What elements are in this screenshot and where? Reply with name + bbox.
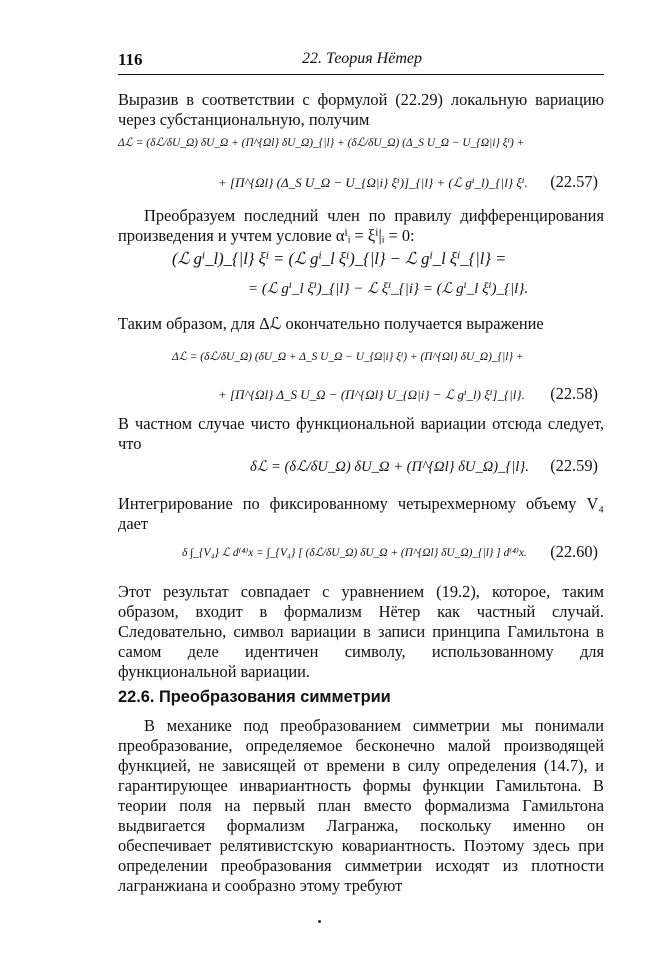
running-header [118,50,600,74]
equation-22-57-line-2: + [Π^{Ωl} (Δ_S U_Ω − U_{Ω|i} ξⁱ)]_{|l} + (ℒ gⁱ_l)_{|l} ξⁱ. [218,175,528,190]
equation-number-22-60: (22.60) [550,542,598,561]
equation-number-22-59: (22.59) [550,456,598,475]
paragraph-2: Преобразуем последний член по правилу дифференцирования произведения и учтем условие αⁱᵢ = ξⁱ|ᵢ = 0: [118,206,604,245]
paragraph-4: В частном случае чисто функциональной вариации отсюда следует, что [118,414,604,453]
equation-number-22-57: (22.57) [550,172,598,191]
paragraph-1: Выразив в соответствии с формулой (22.29) локальную вариацию через субстанциональную, получим [118,90,604,129]
equation-22-59: δℒ = (δℒ/δU_Ω) δU_Ω + (Π^{Ωl} δU_Ω)_{|l}. [250,459,529,475]
paragraph-6: Этот результат совпадает с уравнением (19.2), которое, таким образом, входит в формализм Нётер как частный случай. Следовательно, символ вариации в записи принципа Гамильтона в самом деле идентичен символу, использованному для функциональной вариации. [118,582,604,681]
equation-22-57-line-1: Δℒ = (δℒ/δU_Ω) δU_Ω + (Π^{Ωl} δU_Ω)_{|l} + (δℒ/δU_Ω) (Δ_S U_Ω − U_{Ω|i} ξⁱ) + [118,137,525,149]
section-heading: 22.6. Преобразования симметрии [118,688,391,706]
equation-22-58-line-2: + [Π^{Ωl} Δ_S U_Ω − (Π^{Ωl} U_{Ω|i} − ℒ gⁱ_l) ξⁱ]_{|l}. [218,387,525,402]
page-number: 116 [118,50,143,69]
equation-22-60: δ ∫_{V₄} ℒ d⁽⁴⁾x = ∫_{V₄} [ (δℒ/δU_Ω) δU_Ω + (Π^{Ωl} δU_Ω)_{|l} ] d⁽⁴⁾x. [182,547,527,559]
equation-number-22-58: (22.58) [550,384,598,403]
paragraph-5: Интегрирование по фиксированному четырехмерному объему V₄ дает [118,494,604,533]
equation-aux-line-1: (ℒ gⁱ_l)_{|l} ξⁱ = (ℒ gⁱ_l ξⁱ)_{|l} − ℒ gⁱ_l ξⁱ_{|l} = [172,249,507,268]
equation-aux-line-2: = (ℒ gⁱ_l ξⁱ)_{|l} − ℒ ξⁱ_{|i} = (ℒ gⁱ_l ξⁱ)_{|l}. [248,281,529,297]
page-speck [318,920,321,923]
equation-22-58-line-1: Δℒ = (δℒ/δU_Ω) (δU_Ω + Δ_S U_Ω − U_{Ω|i} ξⁱ) + (Π^{Ωl} δU_Ω)_{|l} + [172,351,524,363]
header-rule [118,74,604,75]
paragraph-3: Таким образом, для Δℒ окончательно получается выражение [118,314,544,333]
running-title: 22. Теория Нётер [302,50,422,67]
paragraph-7: В механике под преобразованием симметрии мы понимали преобразование, определяемое бесконечно малой производящей функцией, не зависящей от времени в силу определения (14.7), и гарантирующее инвариантность формы функции Гамильтона. В теории поля на первый план вместо формализма Гамильтона выдвигается формализм Лагранжа, поскольку именно он обеспечивает релятивистскую ковариантность. Поэтому здесь при определении преобразования симметрии исходят из плотности лагранжиана и сообразно этому требуют [118,716,604,895]
